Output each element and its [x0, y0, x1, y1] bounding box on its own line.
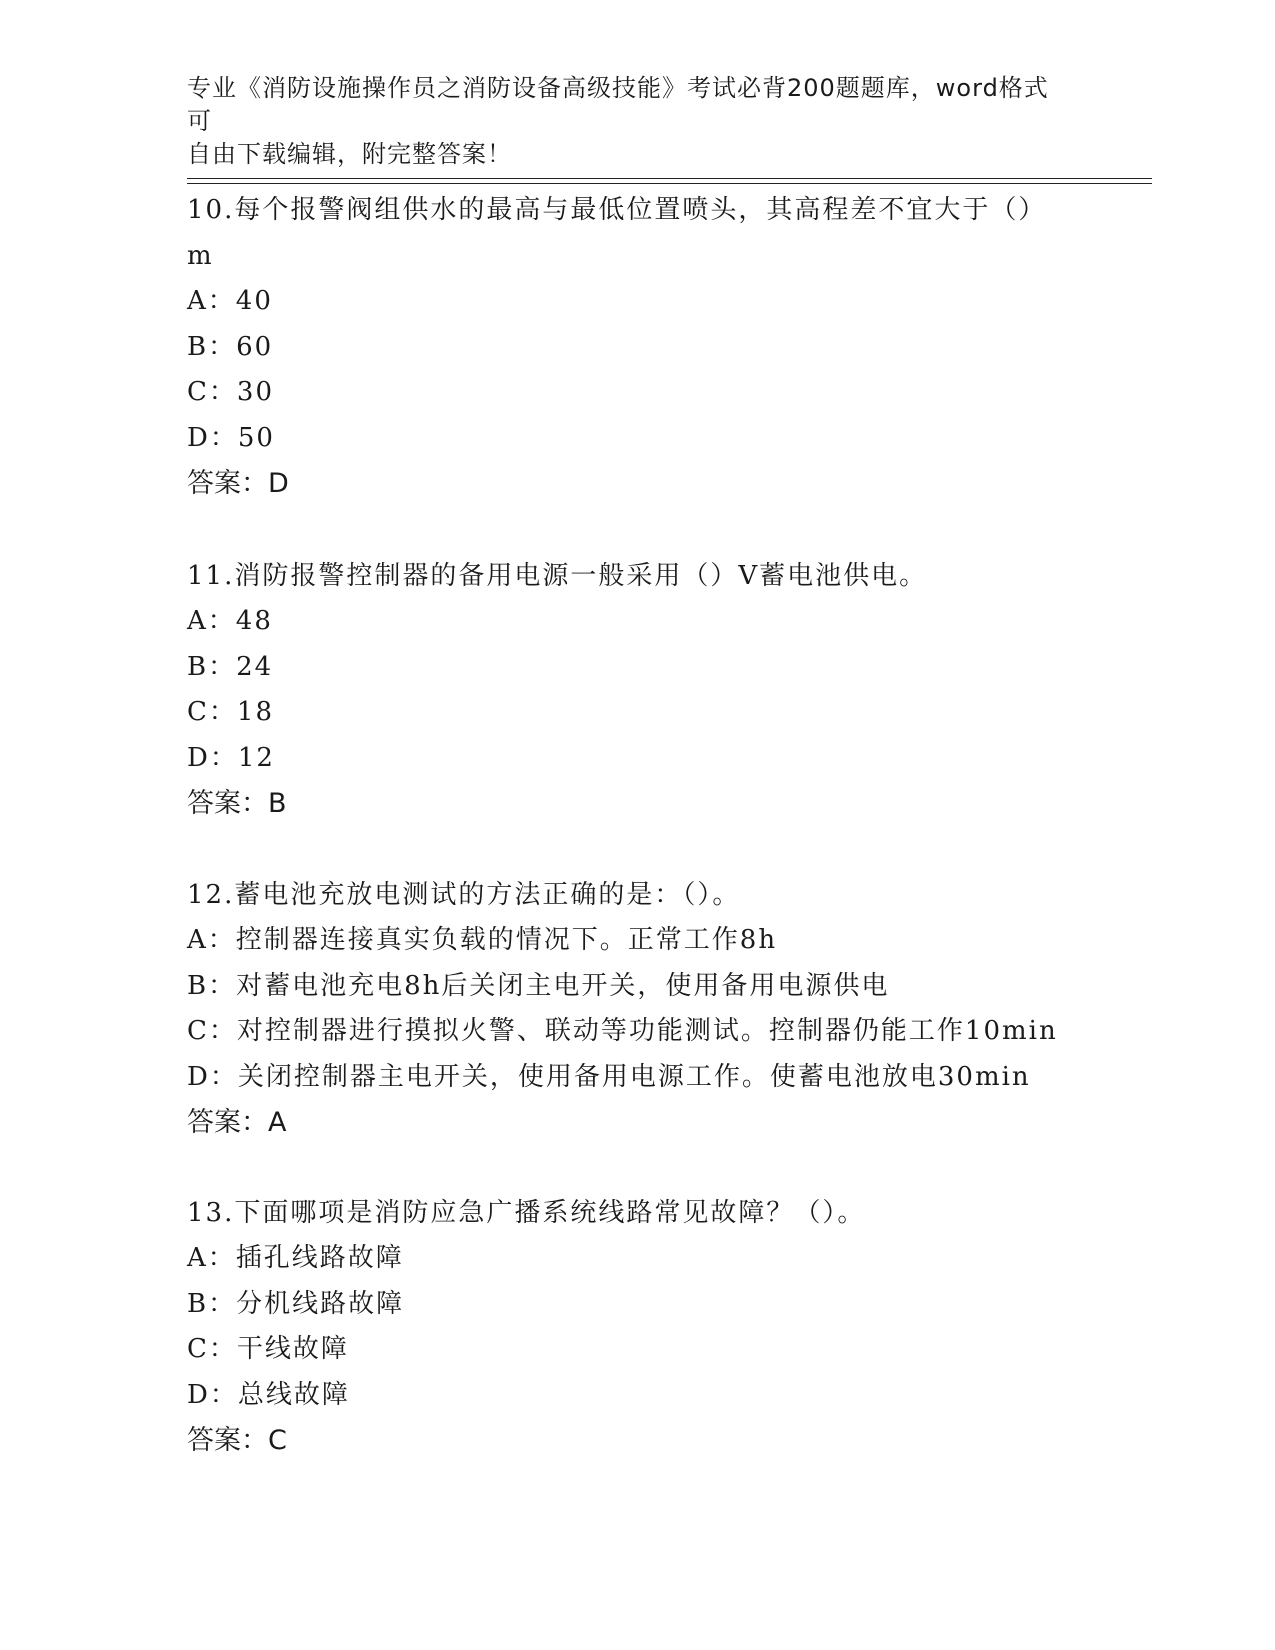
option-b [187, 325, 1087, 371]
header-rule-bottom [187, 183, 1152, 184]
question-stem: 13.下面哪项是消防应急广播系统线路常见故障？（）。 [187, 1198, 866, 1228]
answer [187, 1100, 1087, 1145]
option-separator: ： [207, 606, 236, 636]
option-separator: ： [207, 1243, 236, 1273]
question-11 [187, 553, 1087, 826]
option-c [187, 690, 1087, 736]
option-key: D [187, 1061, 210, 1092]
option-text: 干线故障 [236, 1334, 349, 1364]
option-key: D [187, 742, 210, 773]
answer [187, 461, 1087, 506]
option-text: 关闭控制器主电开关，使用备用电源工作。使蓄电池放电30min [237, 1061, 1031, 1092]
document-header [187, 72, 1067, 171]
option-text: 24 [236, 651, 274, 682]
option-b [187, 1282, 1087, 1328]
option-text: 插孔线路故障 [235, 1243, 404, 1273]
option-separator: ： [209, 742, 238, 773]
option-text: 48 [235, 606, 273, 636]
option-text: 40 [235, 286, 273, 316]
option-key: A [187, 286, 208, 316]
question-stem-continued: m [187, 241, 214, 271]
answer-label: 答案： [187, 1107, 268, 1138]
option-text: 18 [236, 697, 275, 727]
option-c [187, 370, 1087, 416]
option-separator: ： [207, 286, 236, 316]
answer-label: 答案： [187, 788, 268, 819]
option-key: A [187, 1243, 208, 1273]
answer [187, 1418, 1087, 1463]
option-separator: ： [209, 422, 238, 453]
option-c [187, 1327, 1087, 1373]
option-d [187, 1373, 1087, 1419]
option-separator: ： [208, 970, 237, 1001]
answer-value: B [268, 788, 287, 819]
option-text: 控制器连接真实负载的情况下。正常工作8h [235, 925, 778, 955]
option-separator: ： [208, 1288, 237, 1319]
option-key: C [187, 697, 209, 727]
question-13 [187, 1190, 1087, 1463]
option-separator: ： [208, 331, 237, 362]
option-separator: ： [207, 925, 236, 955]
answer-value: A [268, 1107, 287, 1138]
header-line-1: 专业《消防设施操作员之消防设备高级技能》考试必背200题题库，word格式可 [187, 74, 1049, 135]
option-key: A [187, 925, 208, 955]
answer-value: D [268, 468, 289, 499]
option-a [187, 599, 1087, 645]
option-separator: ： [208, 651, 237, 682]
answer-value: C [268, 1425, 287, 1456]
option-separator: ： [208, 1016, 237, 1046]
option-text: 60 [236, 331, 274, 362]
option-key: D [187, 1379, 210, 1410]
option-a [187, 1236, 1087, 1282]
option-separator: ： [209, 1061, 238, 1092]
option-b [187, 964, 1087, 1010]
option-d [187, 416, 1087, 462]
option-key: A [187, 606, 208, 636]
option-separator: ： [208, 697, 237, 727]
option-separator: ： [208, 377, 237, 407]
question-10 [187, 187, 1087, 506]
option-a [187, 918, 1087, 964]
option-text: 分机线路故障 [236, 1288, 405, 1319]
option-key: D [187, 422, 210, 453]
option-key: C [187, 1334, 209, 1364]
option-d [187, 736, 1087, 782]
answer-label: 答案： [187, 468, 268, 499]
option-key: B [187, 1288, 209, 1319]
option-text: 30 [236, 377, 275, 407]
option-d [187, 1055, 1087, 1101]
option-b [187, 645, 1087, 691]
option-a [187, 279, 1087, 325]
option-text: 50 [237, 422, 275, 453]
option-text: 12 [237, 742, 275, 773]
option-key: C [187, 1016, 209, 1046]
option-text: 对蓄电池充电8h后关闭主电开关，使用备用电源供电 [236, 970, 890, 1001]
option-key: B [187, 651, 209, 682]
header-line-2: 自由下载编辑，附完整答案！ [187, 140, 512, 168]
option-text: 对控制器进行摸拟火警、联动等功能测试。控制器仍能工作10min [236, 1016, 1058, 1046]
option-separator: ： [209, 1379, 238, 1410]
question-12 [187, 872, 1087, 1145]
answer [187, 781, 1087, 826]
option-separator: ： [208, 1334, 237, 1364]
option-text: 总线故障 [237, 1379, 350, 1410]
question-stem: 10.每个报警阀组供水的最高与最低位置喷头，其高程差不宜大于（） [187, 195, 1047, 225]
option-key: C [187, 377, 209, 407]
answer-label: 答案： [187, 1425, 268, 1456]
option-key: B [187, 970, 209, 1001]
question-stem: 12.蓄电池充放电测试的方法正确的是：（）。 [187, 880, 741, 910]
question-stem: 11.消防报警控制器的备用电源一般采用（）V蓄电池供电。 [187, 561, 928, 591]
header-rule-top [187, 178, 1152, 179]
option-key: B [187, 331, 209, 362]
option-c [187, 1009, 1087, 1055]
